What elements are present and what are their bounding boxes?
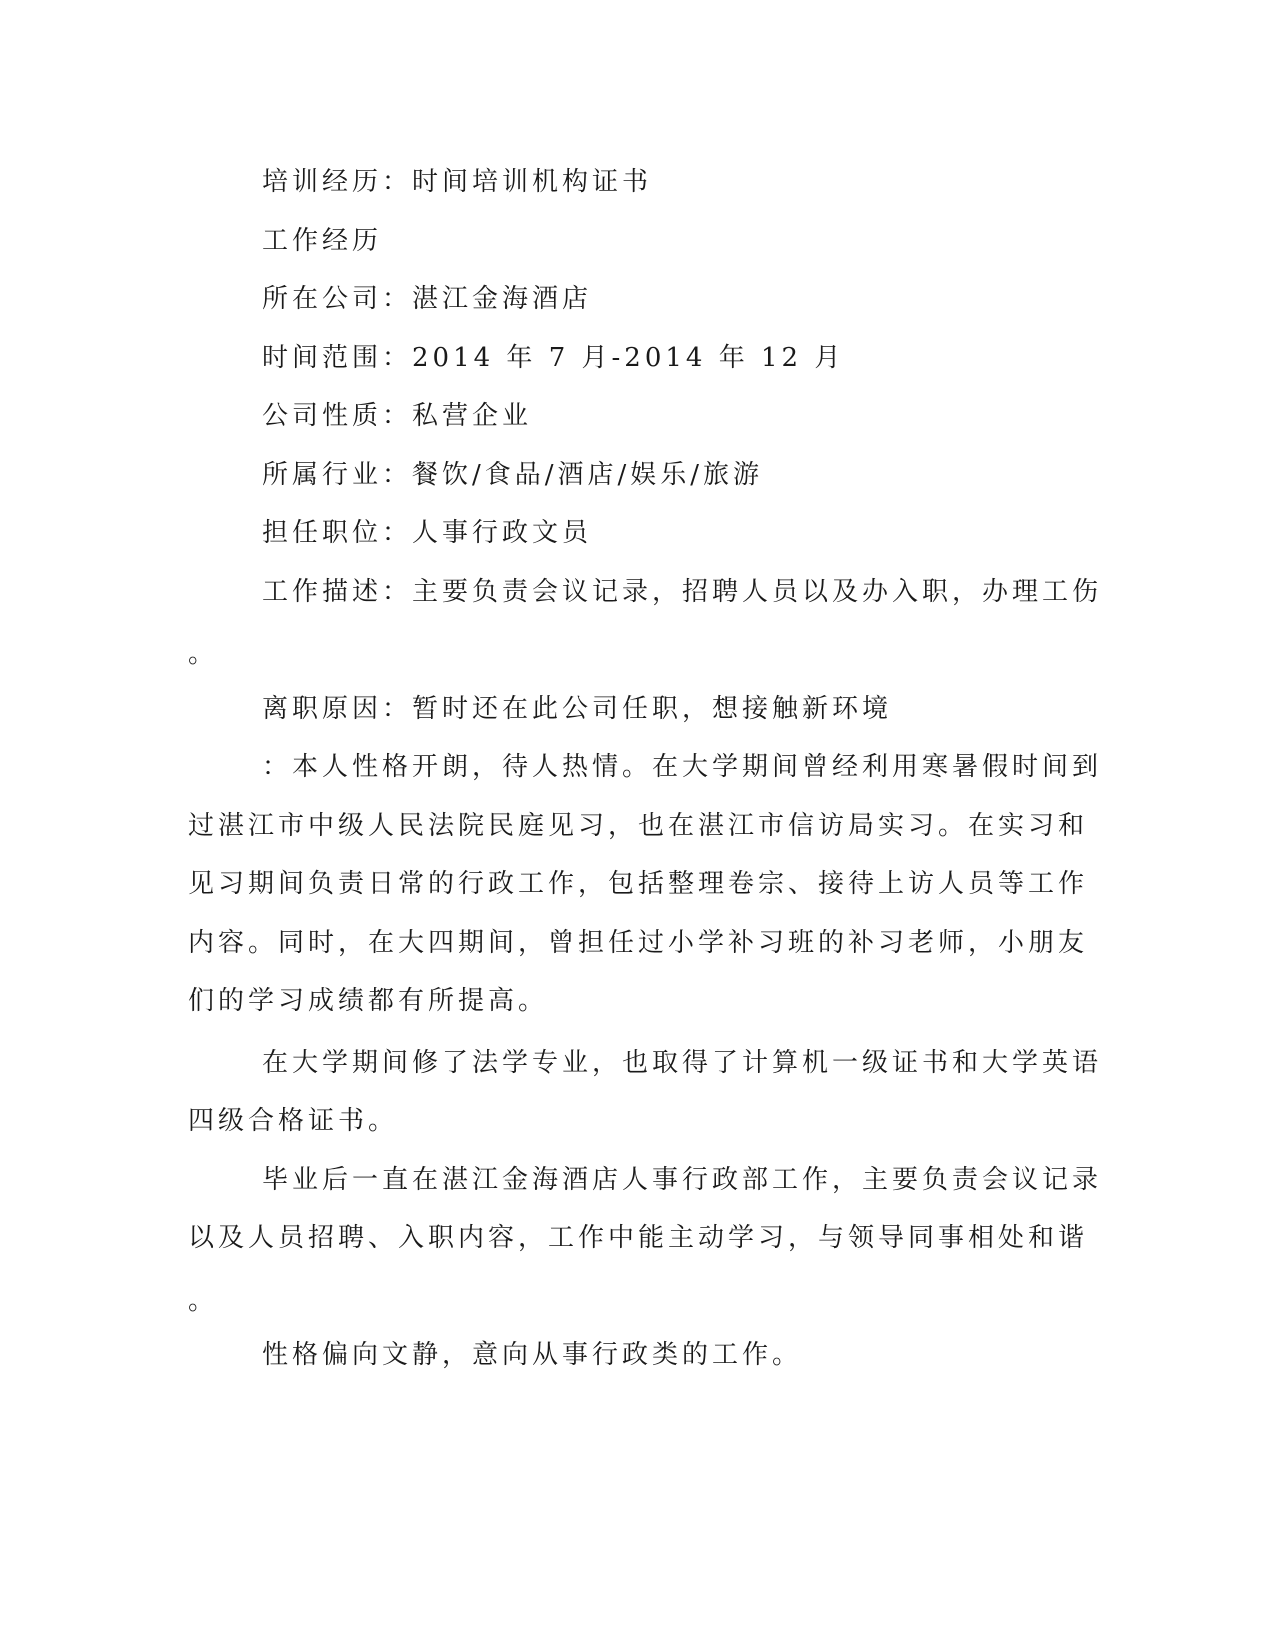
- time-range-line: 时间范围：2014 年 7 月-2014 年 12 月: [262, 343, 845, 373]
- self-evaluation-line: 们的学习成绩都有所提高。: [188, 986, 549, 1016]
- work-summary-line: 以及人员招聘、入职内容，工作中能主动学习，与领导同事相处和谐: [188, 1223, 1089, 1253]
- self-evaluation-line: ：本人性格开朗，待人热情。在大学期间曾经利用寒暑假时间到: [262, 752, 1103, 782]
- education-line: 在大学期间修了法学专业，也取得了计算机一级证书和大学英语: [262, 1048, 1103, 1078]
- job-description-continuation: 。: [188, 639, 219, 669]
- work-history-heading: 工作经历: [262, 226, 383, 256]
- personality-line: 性格偏向文静，意向从事行政类的工作。: [262, 1340, 803, 1370]
- training-history-line: 培训经历：时间培训机构证书: [262, 167, 653, 197]
- company-type-line: 公司性质：私营企业: [262, 401, 533, 431]
- job-description-line: 工作描述：主要负责会议记录，招聘人员以及办入职，办理工伤: [262, 577, 1103, 607]
- industry-line: 所属行业：餐饮/食品/酒店/娱乐/旅游: [262, 460, 764, 490]
- position-line: 担任职位：人事行政文员: [262, 518, 593, 548]
- self-evaluation-line: 内容。同时，在大四期间，曾担任过小学补习班的补习老师，小朋友: [188, 928, 1089, 958]
- education-line: 四级合格证书。: [188, 1106, 399, 1136]
- work-summary-line: 毕业后一直在湛江金海酒店人事行政部工作，主要负责会议记录: [262, 1165, 1103, 1195]
- self-evaluation-line: 见习期间负责日常的行政工作，包括整理卷宗、接待上访人员等工作: [188, 869, 1089, 899]
- work-summary-continuation: 。: [188, 1286, 219, 1316]
- self-evaluation-line: 过湛江市中级人民法院民庭见习，也在湛江市信访局实习。在实习和: [188, 811, 1089, 841]
- company-line: 所在公司：湛江金海酒店: [262, 284, 593, 314]
- leaving-reason-line: 离职原因：暂时还在此公司任职，想接触新环境: [262, 694, 893, 724]
